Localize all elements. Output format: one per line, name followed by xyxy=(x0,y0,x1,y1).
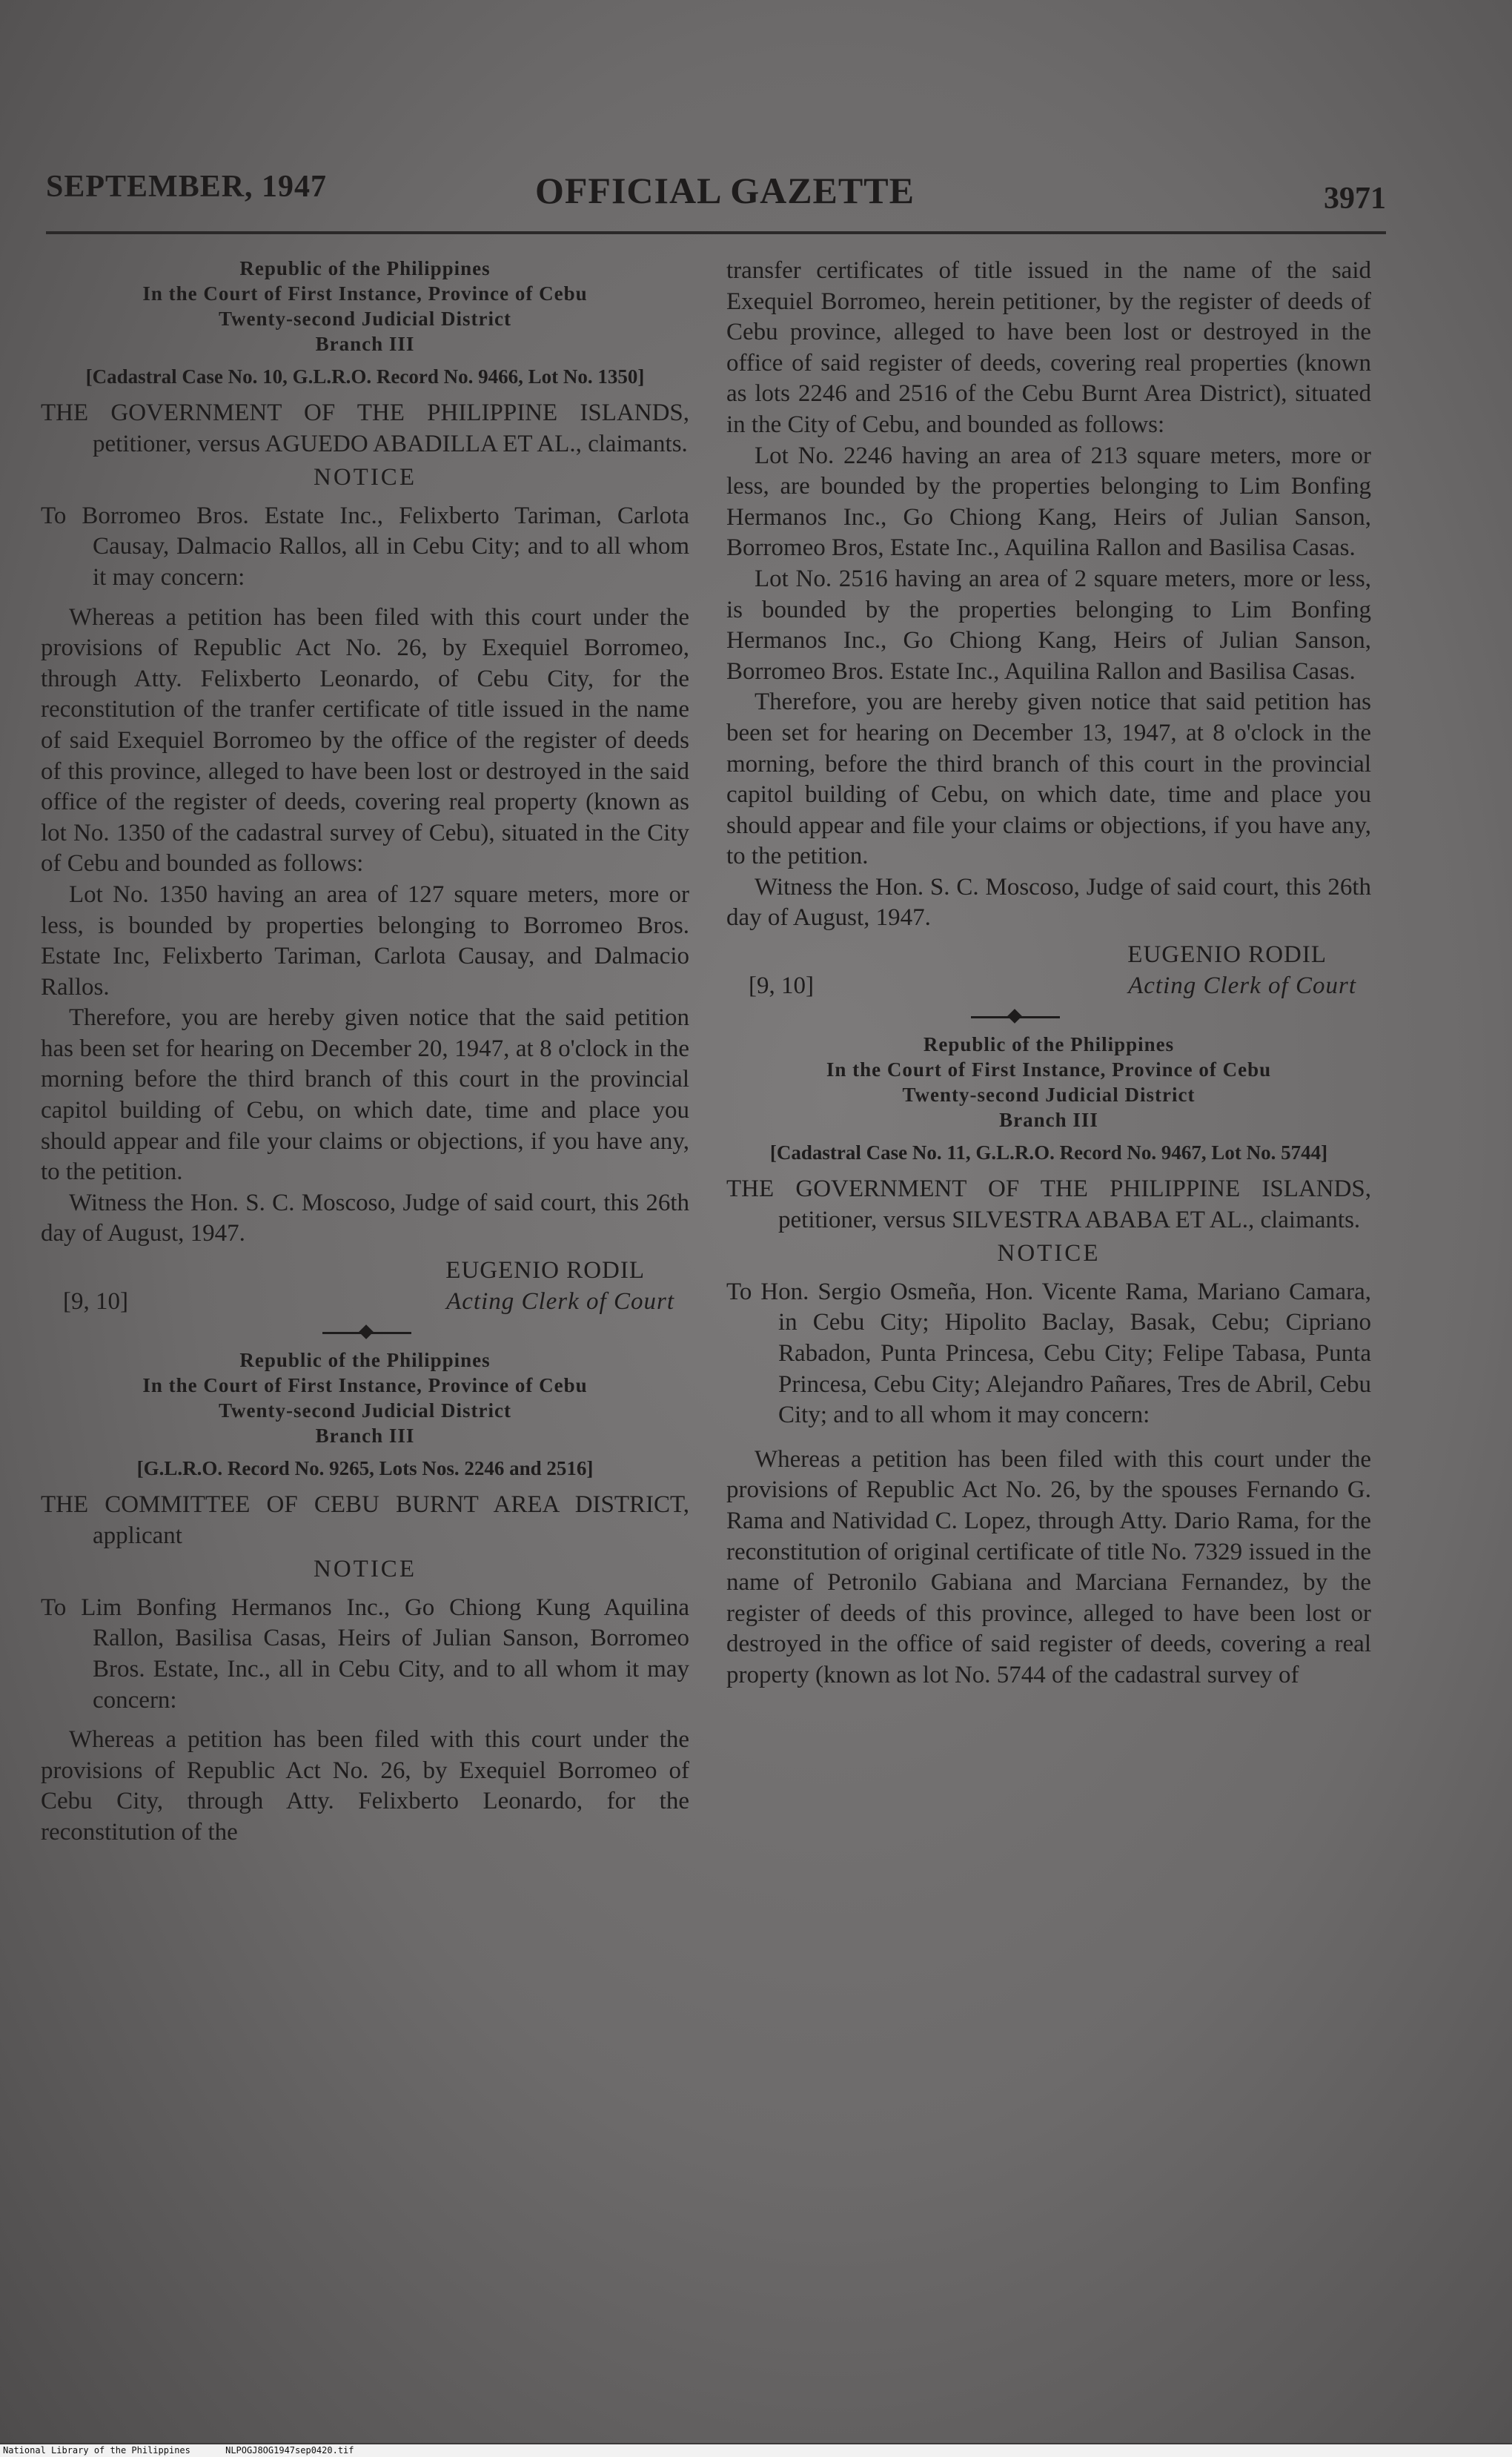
body-paragraph: Therefore, you are hereby given notice that said petition has been set for hearing on December 13, 1947, at 8 o'clock in the morning, before the third branch of this court in the provincial capitol building of Cebu, on which date, time and place you should appear and file your claims or objections, if you have any, to the petition. xyxy=(726,689,1371,870)
body-paragraph: Whereas a petition has been filed with this court under the provisions of Republic Act No. 26, by Exequiel Borromeo of Cebu City, through Atty. Felixberto Leonardo, for the reconstitution of the xyxy=(41,1726,689,1846)
signer-title: Acting Clerk of Court xyxy=(446,1288,674,1316)
addressees: To Hon. Sergio Osmeña, Hon. Vicente Rama, Mariano Camara, in Cebu City; Hipolito Baclay, Basak, Cebu; Cipriano Rabadon, Punta Princesa, Cebu City; Felipe Tabasa, Punta Princesa, Cebu City; Alejandro Pañares, Tres de Abril, Cebu City; and to all whom it may concern: xyxy=(726,1278,1371,1429)
page-number: 3971 xyxy=(1324,182,1386,216)
caption-line: In the Court of First Instance, Province of Cebu xyxy=(826,1058,1272,1081)
body-paragraph: Whereas a petition has been filed with this court under the provisions of Republic Act No. 26, by the spouses Fernando G. Rama and Natividad C. Lopez, through Atty. Dario Rama, for the reconstitution of original certificate of title No. 7329 issued in the name of Petronilo Gabiana and Marciana Fernandez, by the register of deeds of this province, alleged to have been lost or destroyed in the office of said register of deeds, covering a real property (known as lot No. 5744 of the cadastral survey of xyxy=(726,1445,1371,1688)
court-caption xyxy=(41,256,689,357)
body-paragraph: Witness the Hon. S. C. Moscoso, Judge of said court, this 26th day of August, 1947. xyxy=(726,873,1371,932)
left-column xyxy=(41,256,689,1848)
parties: THE GOVERNMENT OF THE PHILIPPINE ISLANDS, petitioner, versus SILVESTRA ABABA ET AL., claimants. xyxy=(726,1176,1371,1233)
caption-line: Twenty-second Judicial District xyxy=(902,1084,1196,1107)
court-caption xyxy=(726,1032,1371,1133)
caption-line: In the Court of First Instance, Province of Cebu xyxy=(142,1374,588,1397)
caption-line: Republic of the Philippines xyxy=(239,1349,491,1372)
parties: THE GOVERNMENT OF THE PHILIPPINE ISLANDS, petitioner, versus AGUEDO ABADILLA ET AL., claimants. xyxy=(41,399,689,457)
body-paragraph: Therefore, you are hereby given notice that the said petition has been set for hearing on December 20, 1947, at 8 o'clock in the morning before the third branch of this court in the provincial capitol building of Cebu, on which date, time and place you should appear and file your claims or objections, if you have any, to the petition. xyxy=(41,1004,689,1186)
addressees: To Borromeo Bros. Estate Inc., Felixberto Tariman, Carlota Causay, Dalmacio Rallos, all in Cebu City; and to all whom it may concern: xyxy=(41,502,689,591)
section-divider xyxy=(726,1002,1371,1032)
case-reference: [Cadastral Case No. 10, G.L.R.O. Record No. 9466, Lot No. 1350] xyxy=(85,365,645,388)
issue-numbers: [9, 10] xyxy=(63,1288,128,1316)
body-paragraph: transfer certificates of title issued in the name of the said Exequiel Borromeo, herein petitioner, by the register of deeds of Cebu province, alleged to have been lost or destroyed in the office of said register of deeds, covering real properties (known as lots 2246 and 2516 of the Cebu Burnt Area District), situated in the City of Cebu, and bounded as follows: xyxy=(726,257,1371,438)
signature-block xyxy=(41,1256,689,1318)
caption-line: Twenty-second Judicial District xyxy=(219,1399,511,1422)
case-reference: [Cadastral Case No. 11, G.L.R.O. Record No. 9467, Lot No. 5744] xyxy=(769,1141,1328,1164)
body-paragraph: Witness the Hon. S. C. Moscoso, Judge of said court, this 26th day of August, 1947. xyxy=(41,1189,689,1247)
caption-line: Twenty-second Judicial District xyxy=(219,308,511,330)
notice-1 xyxy=(41,256,689,1347)
issue-date: SEPTEMBER, 1947 xyxy=(46,170,328,204)
scan-footer xyxy=(0,2444,1512,2457)
scan-filename: NLPOGJ8OG1947sep0420.tif xyxy=(225,2445,354,2456)
caption-line: Branch III xyxy=(315,333,415,355)
caption-line: Branch III xyxy=(999,1109,1098,1132)
body-paragraph: Lot No. 2516 having an area of 2 square meters, more or less, is bounded by the properties belonging to Lim Bonfing Hermanos Inc., Go Chiong Kang, Heirs of Julian Sanson, Borromeo Bros. Estate Inc., Aquilina Rallon and Basilisa Casas. xyxy=(726,565,1371,685)
body-paragraph: Lot No. 2246 having an area of 213 square meters, more or less, are bounded by the properties belonging to Lim Bonfing Hermanos Inc., Go Chiong Kang, Heirs of Julian Sanson, Borromeo Bros, Estate Inc., Aquilina Rallon and Basilisa Casas. xyxy=(726,442,1371,562)
signer-name: EUGENIO RODIL xyxy=(1127,941,1327,969)
signer-title: Acting Clerk of Court xyxy=(1128,972,1356,1000)
case-reference: [G.L.R.O. Record No. 9265, Lots Nos. 2246 and 2516] xyxy=(136,1457,594,1480)
body-paragraph: Lot No. 1350 having an area of 127 square meters, more or less, is bounded by properties belonging to Borromeo Bros. Estate Inc, Felixberto Tariman, Carlota Causay, and Dalmacio Rallos. xyxy=(41,881,689,1001)
header-rule xyxy=(46,231,1386,234)
addressees: To Lim Bonfing Hermanos Inc., Go Chiong Kung Aquilina Rallon, Basilisa Casas, Heirs of Julian Sanson, Borromeo Bros. Estate, Inc., all in Cebu City, and to all whom it may concern: xyxy=(41,1594,689,1714)
issue-numbers: [9, 10] xyxy=(749,972,814,1000)
body-paragraph: Whereas a petition has been filed with this court under the provisions of Republic Act No. 26, by Exequiel Borromeo, through Atty. Felixberto Leonardo, of Cebu City, for the reconstitution of the tranfer certificate of title issued in the name of said Exequiel Borromeo by the office of the register of deeds of this province, alleged to have been lost or destroyed in the said office of the register of deeds, covering real property (known as lot No. 1350 of the cadastral survey of Cebu), situated in the City of Cebu and bounded as follows: xyxy=(41,603,689,878)
parties: THE COMMITTEE OF CEBU BURNT AREA DISTRICT, applicant xyxy=(41,1491,689,1549)
notice-2-continued xyxy=(726,256,1371,1032)
notice-3 xyxy=(726,1032,1371,1691)
notice-heading: NOTICE xyxy=(997,1240,1101,1267)
page-header xyxy=(46,165,1386,216)
section-divider xyxy=(41,1318,689,1347)
caption-line: Republic of the Philippines xyxy=(239,257,491,279)
signature-block xyxy=(726,940,1371,1002)
library-credit: National Library of the Philippines xyxy=(3,2445,190,2456)
notice-heading: NOTICE xyxy=(314,464,417,491)
caption-line: Branch III xyxy=(315,1425,415,1448)
court-caption xyxy=(41,1347,689,1448)
notice-2 xyxy=(41,1347,689,1848)
caption-line: Republic of the Philippines xyxy=(923,1033,1175,1056)
publication-title: OFFICIAL GAZETTE xyxy=(535,170,915,211)
notice-heading: NOTICE xyxy=(314,1556,417,1583)
right-column xyxy=(726,256,1371,1691)
caption-line: In the Court of First Instance, Province of Cebu xyxy=(142,282,588,305)
signer-name: EUGENIO RODIL xyxy=(445,1257,645,1284)
